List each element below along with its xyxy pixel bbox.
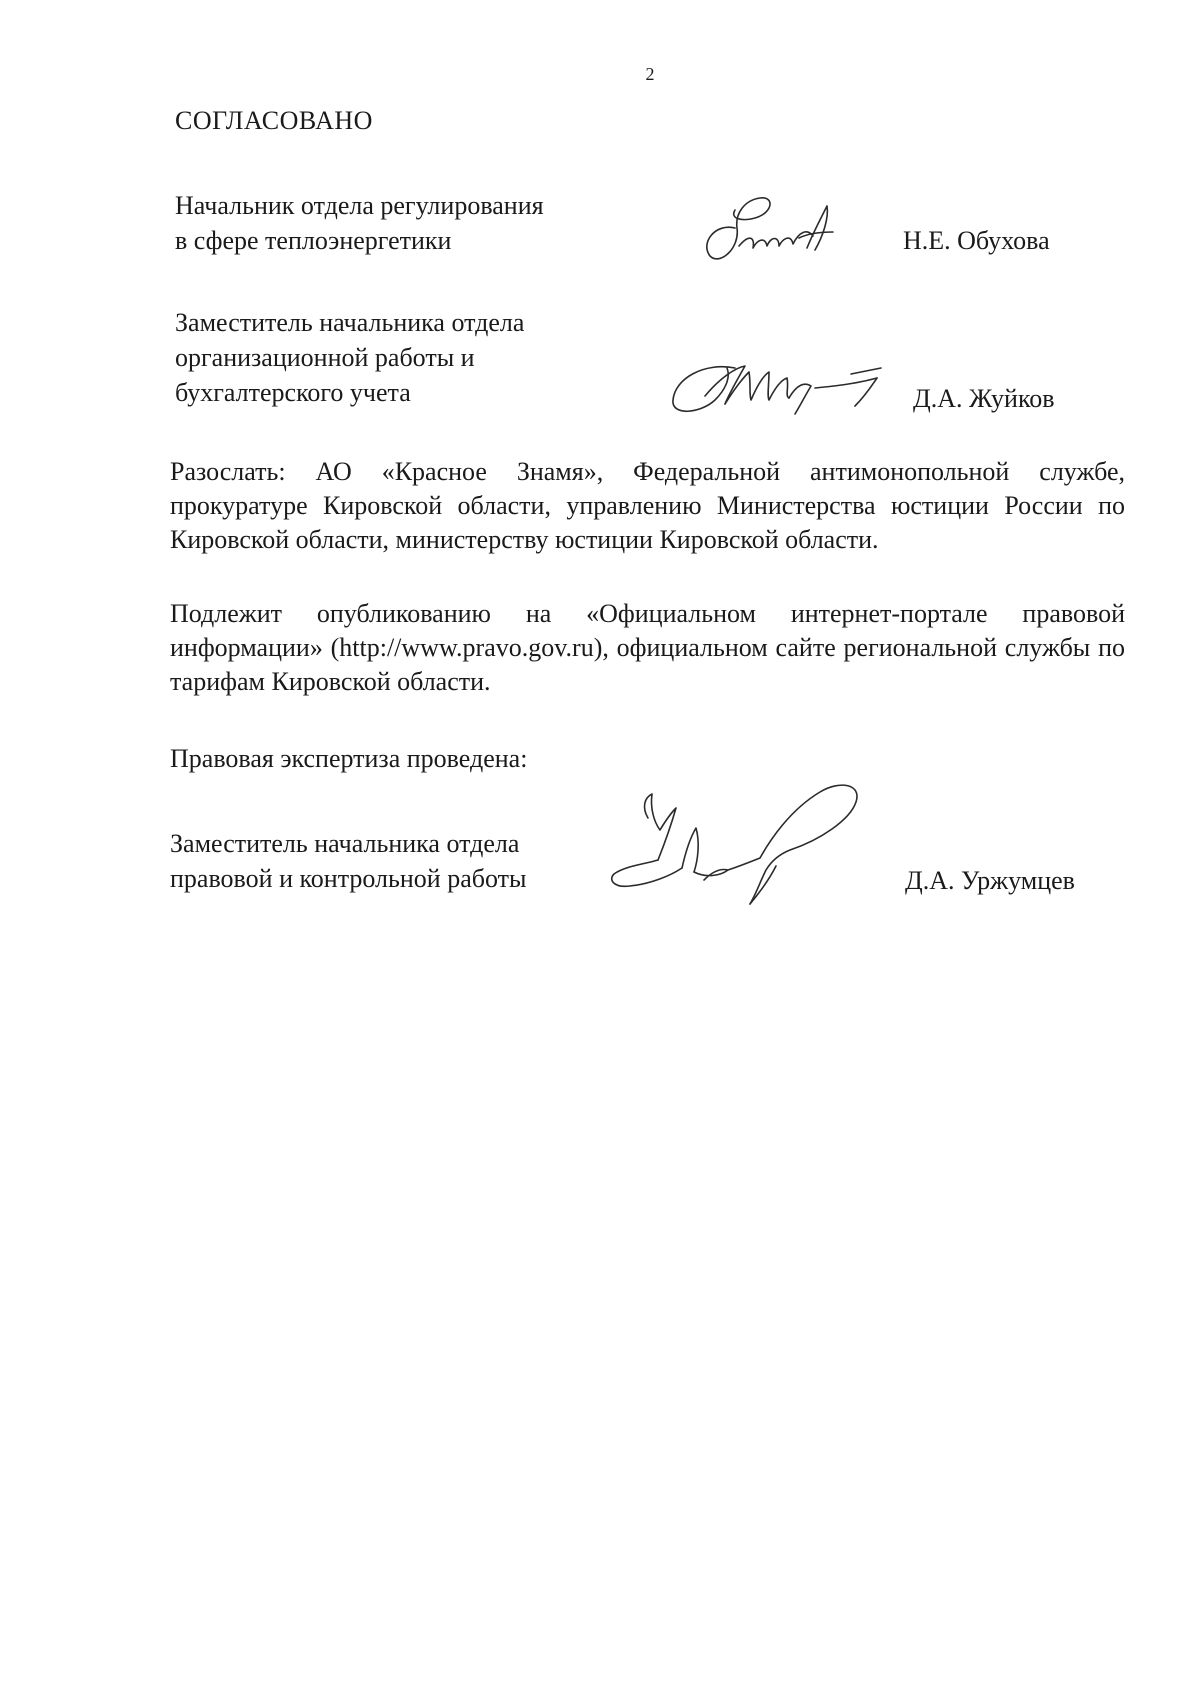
signatory-1-position-line-1: Начальник отдела регулирования bbox=[175, 191, 544, 220]
publication-paragraph: Подлежит опубликованию на «Официальном интернет-портале правовой информации» (http://www.pravo.gov.ru), официальном сайте региональной службы по тарифам Кировской области. bbox=[170, 599, 1125, 696]
signatory-2-position bbox=[175, 305, 524, 410]
legal-review-position-line-2: правовой и контрольной работы bbox=[170, 864, 527, 893]
signature-zhuikov-graphic bbox=[665, 348, 905, 423]
legal-review-position bbox=[170, 826, 526, 896]
signatory-1-name: Н.Е. Обухова bbox=[903, 226, 1050, 255]
signatory-1-position-line-2: в сфере теплоэнергетики bbox=[175, 226, 452, 255]
signatory-2-position-line-1: Заместитель начальника отдела bbox=[175, 308, 525, 337]
signatory-1-position bbox=[175, 188, 544, 258]
signatory-2-position-line-2: организационной работы и bbox=[175, 343, 475, 372]
signatory-2-name: Д.А. Жуйков bbox=[913, 384, 1055, 413]
legal-review-position-line-1: Заместитель начальника отдела bbox=[170, 829, 520, 858]
signature-obukhova bbox=[695, 188, 865, 268]
signatory-2-position-line-3: бухгалтерского учета bbox=[175, 378, 411, 407]
signature-zhuikov bbox=[665, 348, 905, 423]
signature-obukhova-graphic bbox=[695, 188, 865, 268]
signature-urzhumtsev-graphic bbox=[600, 780, 880, 910]
page-number: 2 bbox=[645, 64, 655, 84]
approval-heading: СОГЛАСОВАНО bbox=[175, 106, 373, 135]
legal-review-heading: Правовая экспертиза проведена: bbox=[170, 744, 528, 773]
legal-review-name: Д.А. Уржумцев bbox=[905, 866, 1075, 895]
signature-urzhumtsev bbox=[600, 780, 880, 910]
distribution-paragraph: Разослать: АО «Красное Знамя», Федеральной антимонопольной службе, прокуратуре Кировской области, управлению Министерства юстиции России по Кировской области, министерству юстиции Кировской области. bbox=[170, 457, 1125, 554]
